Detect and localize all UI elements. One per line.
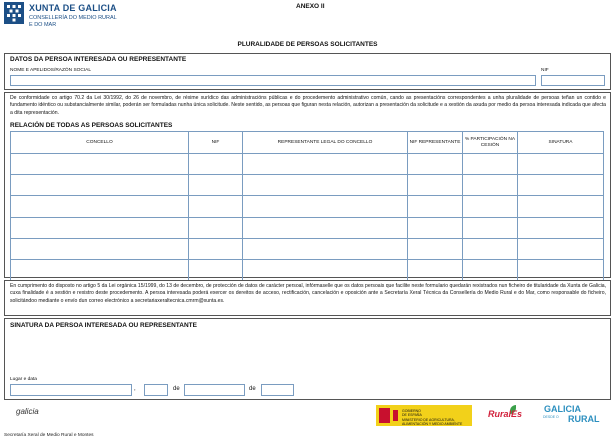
table-cell[interactable] bbox=[189, 238, 243, 259]
table-cell[interactable] bbox=[11, 217, 189, 238]
privacy-text: En cumprimento do disposto no artigo 5 da Lei orgánica 15/1999, do 13 de decembro, de protección de datos de carácter persoal, infórmaselle que os datos persoais que facilite neste formulario quedarán rexistrados nun ficheiro de titularidade da Xunta de Galicia, cuxa finalidade é a xestión e rexistro deste procedemento. A persoa interesada poderá exercer os dereitos de acceso, rectificación, cancelación e oposición ante a Secretaría Xeral Técnica da Consellería do Medio Rural e do Mar, como responsable do ficheiro, solicitándoo mediante o envío dun correo electrónico a secretariaxeraltecnica.cmrm@xunta.es. bbox=[10, 283, 606, 304]
table-cell[interactable] bbox=[11, 238, 189, 259]
department-name: Secretaría Xeral de Medio Rural e Montes bbox=[4, 433, 94, 438]
table-cell[interactable] bbox=[518, 154, 604, 175]
table-cell[interactable] bbox=[408, 259, 463, 280]
column-header-concello: CONCELLO bbox=[11, 132, 189, 154]
annex-label: ANEXO II bbox=[296, 3, 325, 10]
nif-field[interactable] bbox=[541, 75, 605, 86]
table-cell[interactable] bbox=[189, 175, 243, 196]
galicia-desde-o-rural-logo bbox=[542, 404, 608, 428]
table-cell[interactable] bbox=[243, 259, 408, 280]
signature-section-title: SINATURA DA PERSOA INTERESADA OU REPRESENTANTE bbox=[10, 322, 197, 329]
page-header bbox=[4, 2, 611, 36]
table-row bbox=[11, 154, 604, 175]
table-row bbox=[11, 238, 604, 259]
spain-government-logo bbox=[376, 405, 472, 426]
table-header-row bbox=[11, 132, 604, 154]
document-title: PLURALIDADE DE PERSOAS SOLICITANTES bbox=[237, 41, 378, 48]
applicants-table bbox=[10, 131, 604, 281]
logo-subtitle bbox=[29, 15, 117, 29]
table-cell[interactable] bbox=[11, 259, 189, 280]
logo-title: XUNTA DE GALICIA bbox=[29, 3, 117, 13]
galicia-logo: galicia bbox=[16, 407, 39, 416]
year-field[interactable] bbox=[261, 384, 294, 396]
table-row bbox=[11, 196, 604, 217]
name-label: NOME E APELIDOS/RAZÓN SOCIAL bbox=[10, 68, 92, 73]
table-cell[interactable] bbox=[408, 217, 463, 238]
table-cell[interactable] bbox=[518, 175, 604, 196]
month-field[interactable] bbox=[184, 384, 245, 396]
column-header-nif: NIF bbox=[189, 132, 243, 154]
table-cell[interactable] bbox=[408, 238, 463, 259]
logo-subtitle-line-2: E DO MAR bbox=[29, 22, 57, 28]
table-cell[interactable] bbox=[408, 175, 463, 196]
table-cell[interactable] bbox=[463, 259, 518, 280]
table-cell[interactable] bbox=[11, 175, 189, 196]
relation-section-title: RELACIÓN DE TODAS AS PERSOAS SOLICITANTES bbox=[10, 122, 173, 129]
column-header-legal-representative: REPRESENTANTE LEGAL DO CONCELLO bbox=[243, 132, 408, 154]
table-cell[interactable] bbox=[518, 238, 604, 259]
spain-text-line-3: MINISTERIO DE AGRICULTURA, bbox=[402, 417, 455, 422]
table-cell[interactable] bbox=[189, 259, 243, 280]
de-separator-1: de bbox=[173, 386, 180, 392]
table-cell[interactable] bbox=[243, 238, 408, 259]
column-header-participation: % PARTICIPACIÓN NA CESIÓN bbox=[463, 132, 518, 154]
spain-text-line-2: DE ESPAÑA bbox=[402, 413, 422, 418]
table-cell[interactable] bbox=[518, 217, 604, 238]
table-cell[interactable] bbox=[243, 196, 408, 217]
spain-flag-stripe-icon bbox=[393, 410, 398, 421]
table-cell[interactable] bbox=[408, 154, 463, 175]
day-field[interactable] bbox=[144, 384, 168, 396]
table-cell[interactable] bbox=[11, 196, 189, 217]
galicia-rural-text-3: RURAL bbox=[568, 414, 600, 424]
place-field[interactable] bbox=[10, 384, 132, 396]
table-row bbox=[11, 217, 604, 238]
comma-separator: , bbox=[134, 386, 136, 392]
table-cell[interactable] bbox=[463, 175, 518, 196]
table-cell[interactable] bbox=[189, 217, 243, 238]
table-cell[interactable] bbox=[189, 196, 243, 217]
name-field[interactable] bbox=[10, 75, 536, 86]
nif-label: NIF bbox=[541, 68, 549, 73]
galicia-rural-text-1: GALICIA bbox=[544, 404, 581, 414]
table-cell[interactable] bbox=[189, 154, 243, 175]
column-header-signature: SINATURA bbox=[518, 132, 604, 154]
table-cell[interactable] bbox=[463, 238, 518, 259]
de-separator-2: de bbox=[249, 386, 256, 392]
spain-text-line-4: ALIMENTACIÓN Y MEDIO AMBIENTE bbox=[402, 422, 463, 427]
table-cell[interactable] bbox=[243, 217, 408, 238]
spain-shield-icon bbox=[379, 408, 390, 423]
rurales-logo bbox=[486, 405, 522, 426]
table-cell[interactable] bbox=[518, 259, 604, 280]
table-cell[interactable] bbox=[463, 217, 518, 238]
table-cell[interactable] bbox=[463, 154, 518, 175]
table-row bbox=[11, 259, 604, 280]
table-cell[interactable] bbox=[11, 154, 189, 175]
table-row bbox=[11, 175, 604, 196]
table-cell[interactable] bbox=[243, 175, 408, 196]
logo-subtitle-line-1: CONSELLERÍA DO MEDIO RURAL bbox=[29, 15, 117, 21]
spain-text-line-1: GOBIERNO bbox=[402, 409, 421, 413]
galicia-rural-text-2: DESDE O bbox=[543, 415, 559, 419]
rurales-text: RuralEs bbox=[488, 409, 523, 419]
spain-ministry-text bbox=[402, 409, 462, 427]
table-cell[interactable] bbox=[518, 196, 604, 217]
place-date-label: Lugar e data bbox=[10, 377, 37, 382]
declaration-text: De conformidade co artigo 70.2 da Lei 30/1992, do 26 de novembro, de réxime xurídico das administracións públicas e do procedemento administrativo común, cando as presentacións correspondentes a unha pluralidade de persoas teñan un contido e fundamento idéntico ou substancialmente similar, poderán ser formuladas nunha única solicitude. Neste sentido, as persoas que figuran nesta relación, autorizan a presentación da solicitude e a xestión da axuda por medio da persoa interesada indicada que afecta a dita representación. bbox=[10, 95, 606, 116]
table-cell[interactable] bbox=[408, 196, 463, 217]
applicant-section-title: DATOS DA PERSOA INTERESADA OU REPRESENTANTE bbox=[10, 56, 187, 63]
table-cell[interactable] bbox=[463, 196, 518, 217]
column-header-nif-representative: NIF REPRESENTANTE bbox=[408, 132, 463, 154]
table-cell[interactable] bbox=[243, 154, 408, 175]
xunta-shield-icon bbox=[4, 2, 24, 24]
